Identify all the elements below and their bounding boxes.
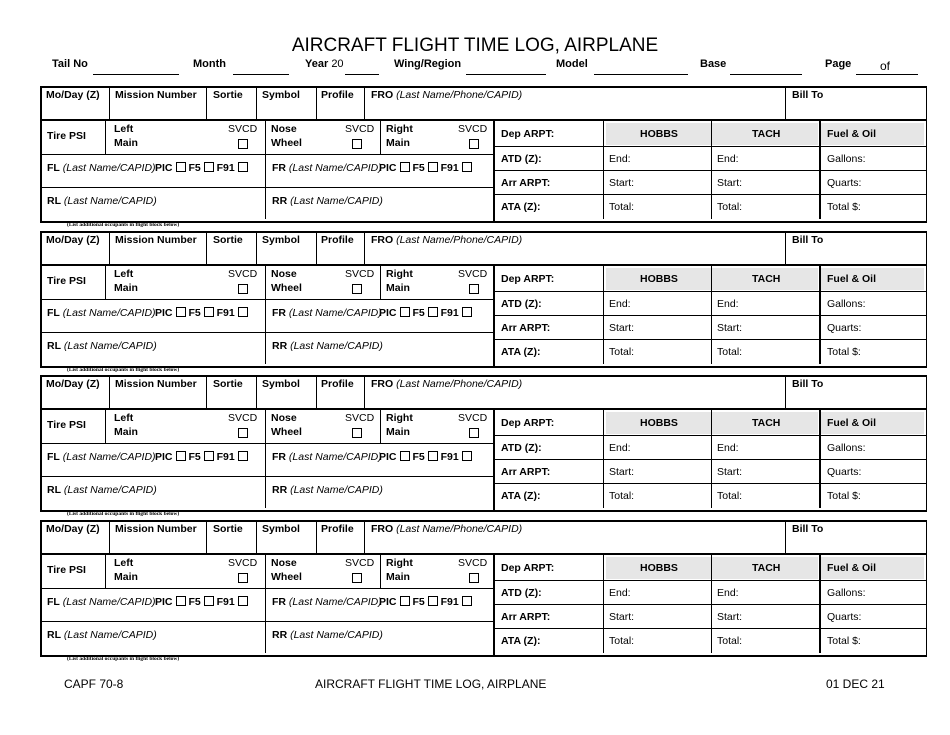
left-label: Left <box>114 412 134 424</box>
left-svcd-checkbox[interactable] <box>238 428 248 438</box>
nose-svcd-label: SVCD <box>345 268 375 280</box>
arr-arpt-label: Arr ARPT: <box>501 177 551 189</box>
tach-start: Start: <box>717 177 743 189</box>
left-svcd-label: SVCD <box>228 123 258 135</box>
right-svcd-checkbox[interactable] <box>469 573 479 583</box>
left-svcd-label: SVCD <box>228 557 258 569</box>
tail-no-field[interactable] <box>93 60 179 75</box>
hobbs-total: Total: <box>609 490 635 502</box>
profile-label: Profile <box>321 89 354 101</box>
fr-label: FR (Last Name/CAPID) <box>272 307 382 319</box>
fr-f5-checkbox[interactable] <box>428 596 438 606</box>
arr-arpt-label: Arr ARPT: <box>501 611 551 623</box>
nose-label: Nose <box>271 557 297 569</box>
symbol-label: Symbol <box>262 378 300 390</box>
left-svcd-checkbox[interactable] <box>238 139 248 149</box>
atd-label: ATD (Z): <box>501 153 542 165</box>
fro-hint: (Last Name/Phone/CAPID) <box>396 523 523 535</box>
tach-total: Total: <box>717 635 743 647</box>
gallons-label: Gallons: <box>827 587 866 599</box>
year-prefix: 20 <box>331 58 344 70</box>
fr-roles: PIC F5 F91 <box>379 596 472 609</box>
mission-number-label: Mission Number <box>115 378 197 390</box>
base-label: Base <box>700 58 727 70</box>
symbol-label: Symbol <box>262 234 300 246</box>
left-main-label: Main <box>114 137 138 149</box>
quarts-label: Quarts: <box>827 177 862 189</box>
right-svcd-checkbox[interactable] <box>469 139 479 149</box>
atd-label: ATD (Z): <box>501 442 542 454</box>
hobbs-total: Total: <box>609 201 635 213</box>
profile-label: Profile <box>321 234 354 246</box>
left-label: Left <box>114 557 134 569</box>
fro-hint: (Last Name/Phone/CAPID) <box>396 234 523 246</box>
page-of-label: of <box>880 59 891 73</box>
gallons-label: Gallons: <box>827 442 866 454</box>
nose-wheel-label: Wheel <box>271 571 302 583</box>
atd-label: ATD (Z): <box>501 587 542 599</box>
fl-f91-checkbox[interactable] <box>238 162 248 172</box>
tach-start: Start: <box>717 611 743 623</box>
month-label: Month <box>193 58 226 70</box>
fl-f5-checkbox[interactable] <box>204 162 214 172</box>
right-label: Right <box>386 557 413 569</box>
hobbs-end: End: <box>609 298 631 310</box>
page-title: AIRCRAFT FLIGHT TIME LOG, AIRPLANE <box>291 35 659 56</box>
nose-label: Nose <box>271 123 297 135</box>
tach-label: TACH <box>752 273 781 285</box>
year-field[interactable] <box>345 60 379 75</box>
nose-label: Nose <box>271 268 297 280</box>
hobbs-start: Start: <box>609 466 635 478</box>
mo-day-label: Mo/Day (Z) <box>46 234 100 246</box>
fr-f91-checkbox[interactable] <box>462 451 472 461</box>
mo-day-label: Mo/Day (Z) <box>46 378 100 390</box>
profile-label: Profile <box>321 378 354 390</box>
fr-label: FR (Last Name/CAPID) <box>272 162 382 174</box>
hobbs-end: End: <box>609 587 631 599</box>
tach-total: Total: <box>717 201 743 213</box>
year-label: Year 20 <box>305 58 344 70</box>
ata-label: ATA (Z): <box>501 635 541 647</box>
hobbs-start: Start: <box>609 611 635 623</box>
flight-block <box>40 86 926 228</box>
fl-roles: PIC F5 F91 <box>155 307 248 320</box>
quarts-label: Quarts: <box>827 611 862 623</box>
dep-arpt-label: Dep ARPT: <box>501 273 555 285</box>
nose-label: Nose <box>271 412 297 424</box>
fr-label: FR (Last Name/CAPID) <box>272 596 382 608</box>
fr-f91-checkbox[interactable] <box>462 596 472 606</box>
nose-svcd-label: SVCD <box>345 557 375 569</box>
tach-label: TACH <box>752 128 781 140</box>
right-main-label: Main <box>386 282 410 294</box>
tire-psi-label: Tire PSI <box>47 419 86 431</box>
left-label: Left <box>114 123 134 135</box>
left-main-label: Main <box>114 571 138 583</box>
rr-label: RR (Last Name/CAPID) <box>272 484 383 496</box>
hobbs-end: End: <box>609 442 631 454</box>
mission-number-label: Mission Number <box>115 89 197 101</box>
fro-label: FRO (Last Name/Phone/CAPID) <box>371 234 523 246</box>
tire-psi-label: Tire PSI <box>47 564 86 576</box>
total-dollar-label: Total $: <box>827 346 861 358</box>
additional-occupants-note: (List additional occupants in flight block below) <box>67 511 180 517</box>
flight-block <box>40 375 926 517</box>
dep-arpt-label: Dep ARPT: <box>501 417 555 429</box>
right-svcd-label: SVCD <box>458 557 488 569</box>
tach-start: Start: <box>717 466 743 478</box>
additional-occupants-note: (List additional occupants in flight block below) <box>67 367 180 373</box>
fr-roles: PIC F5 F91 <box>379 162 472 175</box>
fl-label: FL (Last Name/CAPID) <box>47 596 156 608</box>
fr-pic-checkbox[interactable] <box>400 162 410 172</box>
bill-to-label: Bill To <box>792 523 824 535</box>
fr-roles: PIC F5 F91 <box>379 307 472 320</box>
gallons-label: Gallons: <box>827 153 866 165</box>
ata-label: ATA (Z): <box>501 490 541 502</box>
fro-hint: (Last Name/Phone/CAPID) <box>396 378 523 390</box>
flight-block <box>40 231 926 373</box>
fl-f91-checkbox[interactable] <box>238 307 248 317</box>
fl-pic-checkbox[interactable] <box>176 307 186 317</box>
mission-number-label: Mission Number <box>115 523 197 535</box>
fuel-oil-label: Fuel & Oil <box>827 562 877 574</box>
rl-label: RL (Last Name/CAPID) <box>47 629 157 641</box>
fro-label: FRO (Last Name/Phone/CAPID) <box>371 523 523 535</box>
tach-end: End: <box>717 298 739 310</box>
tach-end: End: <box>717 442 739 454</box>
fro-label: FRO (Last Name/Phone/CAPID) <box>371 378 523 390</box>
rr-label: RR (Last Name/CAPID) <box>272 340 383 352</box>
right-main-label: Main <box>386 137 410 149</box>
nose-wheel-label: Wheel <box>271 282 302 294</box>
hobbs-label: HOBBS <box>640 562 678 574</box>
fuel-oil-label: Fuel & Oil <box>827 128 877 140</box>
right-label: Right <box>386 268 413 280</box>
ata-label: ATA (Z): <box>501 346 541 358</box>
tach-total: Total: <box>717 490 743 502</box>
fr-f91-checkbox[interactable] <box>462 162 472 172</box>
dep-arpt-label: Dep ARPT: <box>501 128 555 140</box>
right-svcd-label: SVCD <box>458 268 488 280</box>
hobbs-label: HOBBS <box>640 128 678 140</box>
mo-day-label: Mo/Day (Z) <box>46 523 100 535</box>
month-field[interactable] <box>233 60 289 75</box>
rr-label: RR (Last Name/CAPID) <box>272 629 383 641</box>
footer-title: AIRCRAFT FLIGHT TIME LOG, AIRPLANE <box>315 677 547 691</box>
right-svcd-checkbox[interactable] <box>469 284 479 294</box>
hobbs-label: HOBBS <box>640 417 678 429</box>
tire-psi-label: Tire PSI <box>47 130 86 142</box>
hobbs-start: Start: <box>609 322 635 334</box>
flight-block <box>40 520 926 662</box>
nose-svcd-label: SVCD <box>345 412 375 424</box>
footer-form-id: CAPF 70-8 <box>64 677 124 691</box>
hobbs-start: Start: <box>609 177 635 189</box>
tach-label: TACH <box>752 562 781 574</box>
sortie-label: Sortie <box>213 523 243 535</box>
fr-f5-checkbox[interactable] <box>428 162 438 172</box>
wing-region-label: Wing/Region <box>394 58 462 70</box>
base-field[interactable] <box>730 60 802 75</box>
bill-to-label: Bill To <box>792 234 824 246</box>
fl-f5-checkbox[interactable] <box>204 451 214 461</box>
right-label: Right <box>386 412 413 424</box>
right-svcd-checkbox[interactable] <box>469 428 479 438</box>
tach-end: End: <box>717 587 739 599</box>
left-svcd-label: SVCD <box>228 412 258 424</box>
hobbs-total: Total: <box>609 346 635 358</box>
rl-label: RL (Last Name/CAPID) <box>47 195 157 207</box>
fr-pic-checkbox[interactable] <box>400 596 410 606</box>
nose-wheel-label: Wheel <box>271 137 302 149</box>
fl-f91-checkbox[interactable] <box>238 451 248 461</box>
additional-occupants-note: (List additional occupants in flight block below) <box>67 222 180 228</box>
profile-label: Profile <box>321 523 354 535</box>
sortie-label: Sortie <box>213 378 243 390</box>
fr-pic-checkbox[interactable] <box>400 451 410 461</box>
nose-svcd-label: SVCD <box>345 123 375 135</box>
quarts-label: Quarts: <box>827 466 862 478</box>
fro-hint: (Last Name/Phone/CAPID) <box>396 89 523 101</box>
nose-svcd-checkbox[interactable] <box>352 428 362 438</box>
sortie-label: Sortie <box>213 234 243 246</box>
rl-label: RL (Last Name/CAPID) <box>47 484 157 496</box>
fr-f5-checkbox[interactable] <box>428 451 438 461</box>
left-label: Left <box>114 268 134 280</box>
quarts-label: Quarts: <box>827 322 862 334</box>
sortie-label: Sortie <box>213 89 243 101</box>
model-field[interactable] <box>594 60 688 75</box>
nose-svcd-checkbox[interactable] <box>352 139 362 149</box>
fl-roles: PIC F5 F91 <box>155 596 248 609</box>
left-main-label: Main <box>114 426 138 438</box>
footer-date: 01 DEC 21 <box>826 677 885 691</box>
nose-svcd-checkbox[interactable] <box>352 284 362 294</box>
rr-label: RR (Last Name/CAPID) <box>272 195 383 207</box>
symbol-label: Symbol <box>262 89 300 101</box>
fr-pic-checkbox[interactable] <box>400 307 410 317</box>
left-svcd-checkbox[interactable] <box>238 573 248 583</box>
fl-label: FL (Last Name/CAPID) <box>47 307 156 319</box>
total-dollar-label: Total $: <box>827 490 861 502</box>
fuel-oil-label: Fuel & Oil <box>827 273 877 285</box>
mo-day-label: Mo/Day (Z) <box>46 89 100 101</box>
nose-wheel-label: Wheel <box>271 426 302 438</box>
fl-pic-checkbox[interactable] <box>176 451 186 461</box>
mission-number-label: Mission Number <box>115 234 197 246</box>
fl-f5-checkbox[interactable] <box>204 596 214 606</box>
fl-f91-checkbox[interactable] <box>238 596 248 606</box>
fl-f5-checkbox[interactable] <box>204 307 214 317</box>
left-main-label: Main <box>114 282 138 294</box>
hobbs-end: End: <box>609 153 631 165</box>
tach-label: TACH <box>752 417 781 429</box>
hobbs-label: HOBBS <box>640 273 678 285</box>
nose-svcd-checkbox[interactable] <box>352 573 362 583</box>
arr-arpt-label: Arr ARPT: <box>501 466 551 478</box>
left-svcd-label: SVCD <box>228 268 258 280</box>
fr-label: FR (Last Name/CAPID) <box>272 451 382 463</box>
fl-pic-checkbox[interactable] <box>176 596 186 606</box>
fr-roles: PIC F5 F91 <box>379 451 472 464</box>
right-svcd-label: SVCD <box>458 123 488 135</box>
tach-start: Start: <box>717 322 743 334</box>
fl-label: FL (Last Name/CAPID) <box>47 162 156 174</box>
tach-total: Total: <box>717 346 743 358</box>
symbol-label: Symbol <box>262 523 300 535</box>
ata-label: ATA (Z): <box>501 201 541 213</box>
total-dollar-label: Total $: <box>827 201 861 213</box>
model-label: Model <box>556 58 588 70</box>
dep-arpt-label: Dep ARPT: <box>501 562 555 574</box>
tail-no-label: Tail No <box>52 58 88 70</box>
fr-f91-checkbox[interactable] <box>462 307 472 317</box>
tire-psi-label: Tire PSI <box>47 275 86 287</box>
fro-label: FRO (Last Name/Phone/CAPID) <box>371 89 523 101</box>
right-main-label: Main <box>386 571 410 583</box>
right-label: Right <box>386 123 413 135</box>
tach-end: End: <box>717 153 739 165</box>
wing-region-field[interactable] <box>466 60 546 75</box>
total-dollar-label: Total $: <box>827 635 861 647</box>
fuel-oil-label: Fuel & Oil <box>827 417 877 429</box>
gallons-label: Gallons: <box>827 298 866 310</box>
additional-occupants-note: (List additional occupants in flight block below) <box>67 656 180 662</box>
rl-label: RL (Last Name/CAPID) <box>47 340 157 352</box>
fl-roles: PIC F5 F91 <box>155 451 248 464</box>
bill-to-label: Bill To <box>792 89 824 101</box>
arr-arpt-label: Arr ARPT: <box>501 322 551 334</box>
left-svcd-checkbox[interactable] <box>238 284 248 294</box>
hobbs-total: Total: <box>609 635 635 647</box>
fl-roles: PIC F5 F91 <box>155 162 248 175</box>
fr-f5-checkbox[interactable] <box>428 307 438 317</box>
fl-label: FL (Last Name/CAPID) <box>47 451 156 463</box>
right-svcd-label: SVCD <box>458 412 488 424</box>
fl-pic-checkbox[interactable] <box>176 162 186 172</box>
atd-label: ATD (Z): <box>501 298 542 310</box>
bill-to-label: Bill To <box>792 378 824 390</box>
right-main-label: Main <box>386 426 410 438</box>
page-label: Page <box>825 58 852 70</box>
